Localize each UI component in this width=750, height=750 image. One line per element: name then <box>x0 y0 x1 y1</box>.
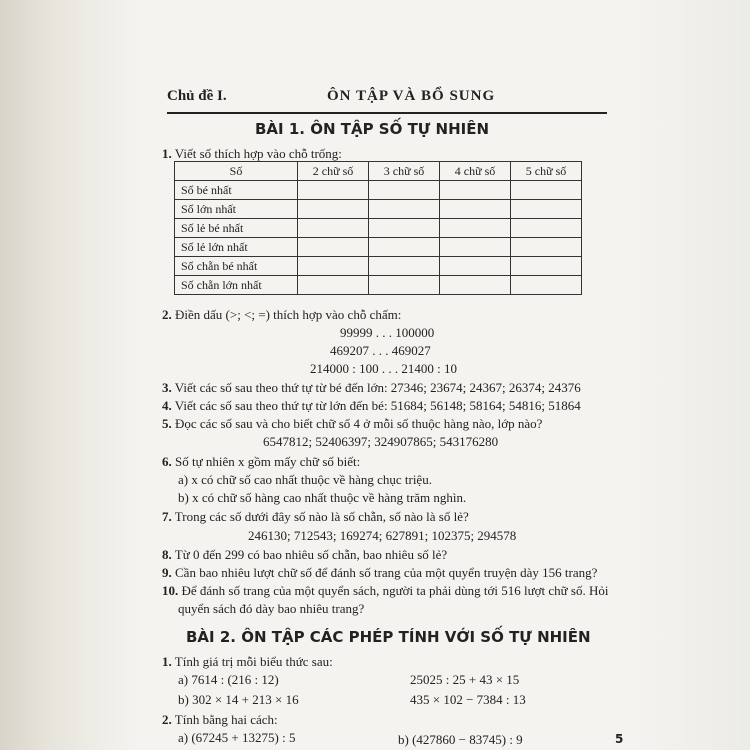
row-label: Số lớn nhất <box>175 200 298 219</box>
lesson2-question-2 <box>162 712 278 728</box>
question-text: Tính bằng hai cách: <box>174 712 278 727</box>
blank-cell <box>298 200 369 219</box>
question-number: 1. <box>162 654 172 669</box>
question-text: Số tự nhiên x gồm mấy chữ số biết: <box>175 454 361 469</box>
question-number: 5. <box>162 416 172 431</box>
expression-2b: b) (427860 − 83745) : 9 <box>398 732 523 747</box>
question-text: Viết các số sau theo thứ tự từ lớn đến bé: 51684; 56148; 58164; 54816; 51864 <box>174 398 581 413</box>
question-2 <box>162 307 401 323</box>
blank-cell <box>369 200 440 219</box>
topic-header <box>167 86 607 114</box>
blank-cell <box>511 219 582 238</box>
question-number: 1. <box>162 146 172 161</box>
number-list: 246130; 712543; 169274; 627891; 102375; 294578 <box>248 528 517 543</box>
blank-cell <box>440 200 511 219</box>
table-header-cell: 4 chữ số <box>440 162 511 181</box>
question-number: 9. <box>162 565 172 580</box>
blank-cell <box>511 200 582 219</box>
expression-a1: a) 7614 : (216 : 12) <box>178 672 279 687</box>
question-text: Điền dấu (>; <; =) thích hợp vào chỗ chấm: <box>175 307 402 322</box>
table-row <box>175 200 582 219</box>
lesson2-title: BÀI 2. ÔN TẬP CÁC PHÉP TÍNH VỚI SỐ TỰ NHIÊN <box>186 628 591 646</box>
question-4 <box>162 398 581 414</box>
row-label: Số lẻ bé nhất <box>175 219 298 238</box>
question-text: Tính giá trị mỗi biểu thức sau: <box>174 654 333 669</box>
table-header-cell: Số <box>175 162 298 181</box>
blank-cell <box>298 181 369 200</box>
question-number: 10. <box>162 583 179 598</box>
question-number: 6. <box>162 454 172 469</box>
table-row <box>175 181 582 200</box>
question-text: Từ 0 đến 299 có bao nhiêu số chẵn, bao nhiêu số lẻ? <box>174 547 448 562</box>
blank-cell <box>440 219 511 238</box>
lesson2-question-1 <box>162 654 333 670</box>
question-text: Để đánh số trang của một quyển sách, người ta phải dùng tới 516 lượt chữ số. Hỏi <box>181 583 609 598</box>
comparison-line: 99999 . . . 100000 <box>340 325 435 340</box>
question-number: 7. <box>162 509 172 524</box>
question-number: 8. <box>162 547 172 562</box>
blank-cell <box>298 238 369 257</box>
question-text: Cần bao nhiêu lượt chữ số để đánh số trang của một quyển truyện dày 156 trang? <box>175 565 598 580</box>
table-row <box>175 276 582 295</box>
question-text: Viết số thích hợp vào chỗ trống: <box>174 146 342 161</box>
comparison-line: 214000 : 100 . . . 21400 : 10 <box>310 361 457 376</box>
number-list: 6547812; 52406397; 324907865; 543176280 <box>263 434 499 449</box>
table-header-cell: 5 chữ số <box>511 162 582 181</box>
blank-cell <box>298 257 369 276</box>
blank-cell <box>511 238 582 257</box>
question-number: 2. <box>162 712 172 727</box>
question-text: Đọc các số sau và cho biết chữ số 4 ở mỗi số thuộc hàng nào, lớp nào? <box>175 416 543 431</box>
question-number: 4. <box>162 398 172 413</box>
textbook-page <box>140 30 640 750</box>
blank-cell <box>298 276 369 295</box>
table-header-cell: 3 chữ số <box>369 162 440 181</box>
question-10-continued: quyển sách đó dày bao nhiêu trang? <box>178 601 365 616</box>
blank-cell <box>298 219 369 238</box>
question-3 <box>162 380 581 396</box>
question-10 <box>162 583 609 599</box>
expression-b2: 435 × 102 − 7384 : 13 <box>410 692 526 707</box>
book-spine-shadow <box>0 0 140 750</box>
blank-cell <box>440 238 511 257</box>
blank-cell <box>511 276 582 295</box>
number-table <box>174 161 582 295</box>
lesson1-title: BÀI 1. ÔN TẬP SỐ TỰ NHIÊN <box>255 120 490 138</box>
row-label: Số lẻ lớn nhất <box>175 238 298 257</box>
expression-2a: a) (67245 + 13275) : 5 <box>178 730 296 745</box>
page-number: 5 <box>615 732 624 746</box>
blank-cell <box>440 276 511 295</box>
question-6a: a) x có chữ số cao nhất thuộc về hàng chục triệu. <box>178 472 432 487</box>
blank-cell <box>369 219 440 238</box>
comparison-line: 469207 . . . 469027 <box>330 343 431 358</box>
row-label: Số chẵn lớn nhất <box>175 276 298 295</box>
table-header-row <box>175 162 582 181</box>
blank-cell <box>369 276 440 295</box>
blank-cell <box>369 238 440 257</box>
blank-cell <box>440 181 511 200</box>
table-header-cell: 2 chữ số <box>298 162 369 181</box>
question-text: Viết các số sau theo thứ tự từ bé đến lớn: 27346; 23674; 24367; 26374; 24376 <box>174 380 581 395</box>
question-5 <box>162 416 542 432</box>
question-9 <box>162 565 597 581</box>
question-1 <box>162 146 342 162</box>
table-row <box>175 219 582 238</box>
topic-title: ÔN TẬP VÀ BỔ SUNG <box>327 88 496 104</box>
row-label: Số chẵn bé nhất <box>175 257 298 276</box>
question-6 <box>162 454 360 470</box>
table-row <box>175 257 582 276</box>
facing-page-edge <box>635 0 750 750</box>
expression-a2: 25025 : 25 + 43 × 15 <box>410 672 520 687</box>
row-label: Số bé nhất <box>175 181 298 200</box>
blank-cell <box>440 257 511 276</box>
question-8 <box>162 547 447 563</box>
question-number: 2. <box>162 307 172 322</box>
topic-label: Chủ đề I. <box>167 88 227 104</box>
question-7 <box>162 509 469 525</box>
question-6b: b) x có chữ số hàng cao nhất thuộc về hàng trăm nghìn. <box>178 490 467 505</box>
question-number: 3. <box>162 380 172 395</box>
blank-cell <box>369 257 440 276</box>
expression-b1: b) 302 × 14 + 213 × 16 <box>178 692 299 707</box>
blank-cell <box>511 181 582 200</box>
blank-cell <box>511 257 582 276</box>
blank-cell <box>369 181 440 200</box>
question-text: Trong các số dưới đây số nào là số chẵn, số nào là số lẻ? <box>174 509 469 524</box>
table-row <box>175 238 582 257</box>
